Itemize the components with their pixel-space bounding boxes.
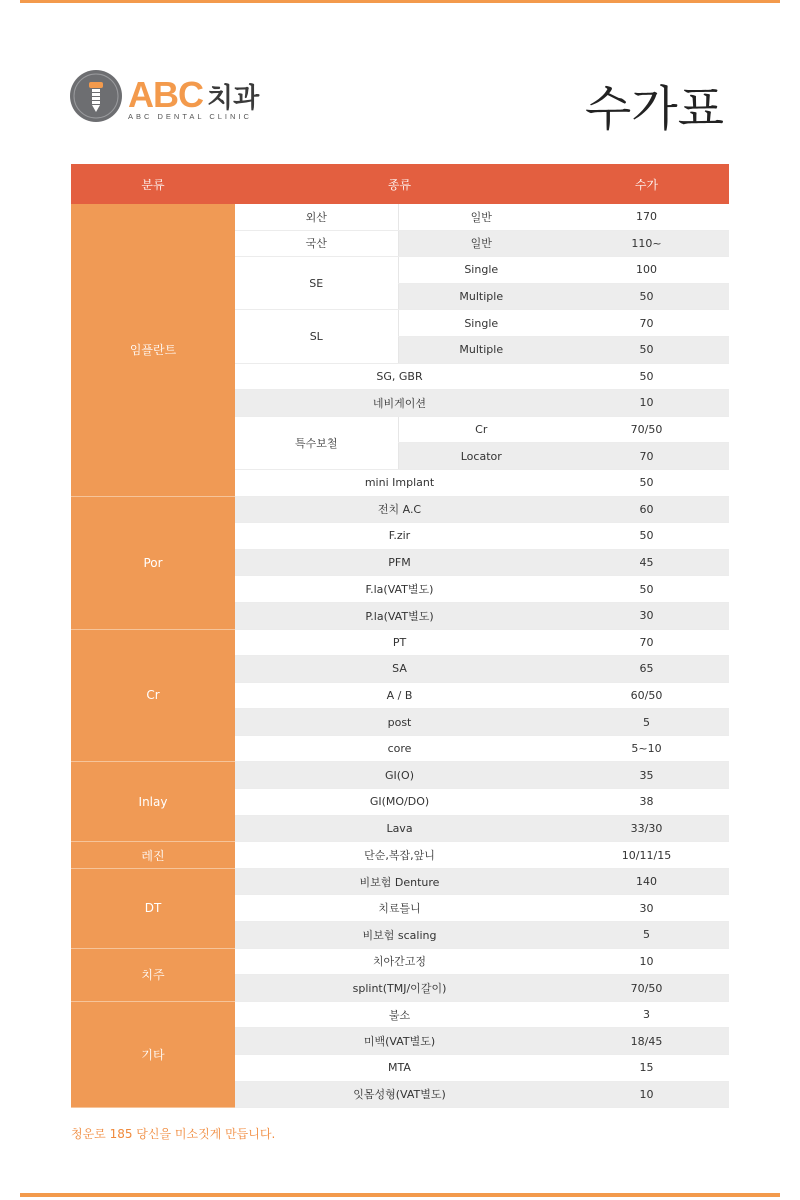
price-cell: 5 — [564, 922, 729, 949]
header-type: 종류 — [235, 164, 564, 204]
type-cell: mini Implant — [235, 469, 564, 496]
price-cell: 50 — [564, 283, 729, 310]
price-cell: 3 — [564, 1001, 729, 1028]
price-cell: 5~10 — [564, 735, 729, 762]
category-implant: 임플란트 — [71, 204, 235, 496]
price-cell: 15 — [564, 1055, 729, 1082]
type-cell: A / B — [235, 682, 564, 709]
type-cell: SL — [235, 310, 398, 363]
price-cell: 50 — [564, 363, 729, 390]
type-cell: post — [235, 709, 564, 736]
subtype-cell: 일반 — [398, 230, 564, 257]
price-cell: 60 — [564, 496, 729, 523]
subtype-cell: Single — [398, 310, 564, 337]
price-cell: 65 — [564, 656, 729, 683]
type-cell: F.zir — [235, 523, 564, 550]
logo-abc-text: ABC — [128, 74, 203, 115]
type-cell: Lava — [235, 815, 564, 842]
clinic-logo — [70, 70, 330, 130]
price-cell: 70 — [564, 310, 729, 337]
header-price: 수가 — [564, 164, 729, 204]
footer-note: 청운로 185 당신을 미소짓게 만듭니다. — [71, 1127, 276, 1141]
subtype-cell: Locator — [398, 443, 564, 470]
table-row — [71, 629, 729, 656]
category-por: Por — [71, 496, 235, 629]
type-cell: 잇몸성형(VAT별도) — [235, 1081, 564, 1108]
type-cell: 비보험 Denture — [235, 868, 564, 895]
price-cell: 50 — [564, 576, 729, 603]
category-resin: 레진 — [71, 842, 235, 869]
subtype-cell: Multiple — [398, 283, 564, 310]
type-cell: SE — [235, 257, 398, 310]
price-cell: 70 — [564, 443, 729, 470]
type-cell: 비보험 scaling — [235, 922, 564, 949]
price-cell: 50 — [564, 336, 729, 363]
category-etc: 기타 — [71, 1001, 235, 1107]
table-row — [71, 948, 729, 975]
price-cell: 10 — [564, 390, 729, 417]
table-header-row — [71, 164, 729, 204]
type-cell: 국산 — [235, 230, 398, 257]
price-cell: 70 — [564, 629, 729, 656]
table-row — [71, 1001, 729, 1028]
type-cell: P.la(VAT별도) — [235, 602, 564, 629]
price-cell: 35 — [564, 762, 729, 789]
type-cell: 단순,복잡,앞니 — [235, 842, 564, 869]
type-cell: splint(TMJ/이갈이) — [235, 975, 564, 1002]
type-cell: 불소 — [235, 1001, 564, 1028]
subtype-cell: Cr — [398, 416, 564, 443]
price-cell: 38 — [564, 789, 729, 816]
table-row — [71, 496, 729, 523]
page-title: 수가표 — [584, 81, 724, 137]
type-cell: PFM — [235, 549, 564, 576]
price-cell: 10/11/15 — [564, 842, 729, 869]
price-cell: 140 — [564, 868, 729, 895]
price-table — [71, 164, 729, 1108]
price-cell: 110~ — [564, 230, 729, 257]
price-cell: 33/30 — [564, 815, 729, 842]
table-row — [71, 204, 729, 230]
type-cell: 특수보철 — [235, 416, 398, 469]
price-cell: 30 — [564, 602, 729, 629]
price-cell: 100 — [564, 257, 729, 284]
type-cell: 치아간고정 — [235, 948, 564, 975]
type-cell: GI(MO/DO) — [235, 789, 564, 816]
price-cell: 10 — [564, 1081, 729, 1108]
logo-subtitle: ABC DENTAL CLINIC — [128, 112, 252, 121]
category-inlay: Inlay — [71, 762, 235, 842]
subtype-cell: Single — [398, 257, 564, 284]
price-cell: 50 — [564, 469, 729, 496]
subtype-cell: 일반 — [398, 204, 564, 230]
subtype-cell: Multiple — [398, 336, 564, 363]
top-accent-bar — [20, 0, 780, 3]
category-cr: Cr — [71, 629, 235, 762]
price-cell: 70/50 — [564, 975, 729, 1002]
price-cell: 70/50 — [564, 416, 729, 443]
type-cell: PT — [235, 629, 564, 656]
logo-korean-text: 치과 — [207, 83, 260, 114]
type-cell: 외산 — [235, 204, 398, 230]
price-cell: 5 — [564, 709, 729, 736]
header-category: 분류 — [71, 164, 235, 204]
type-cell: GI(O) — [235, 762, 564, 789]
price-cell: 30 — [564, 895, 729, 922]
bottom-accent-bar — [20, 1193, 780, 1197]
type-cell: core — [235, 735, 564, 762]
price-cell: 10 — [564, 948, 729, 975]
price-cell: 50 — [564, 523, 729, 550]
type-cell: MTA — [235, 1055, 564, 1082]
type-cell: SA — [235, 656, 564, 683]
price-cell: 18/45 — [564, 1028, 729, 1055]
category-dt: DT — [71, 868, 235, 948]
price-cell: 170 — [564, 204, 729, 230]
table-row — [71, 868, 729, 895]
price-cell: 45 — [564, 549, 729, 576]
type-cell: 치료틀니 — [235, 895, 564, 922]
type-cell: 네비게이션 — [235, 390, 564, 417]
implant-emblem-icon — [70, 70, 122, 122]
type-cell: 전치 A.C — [235, 496, 564, 523]
table-row — [71, 762, 729, 789]
type-cell: 미백(VAT별도) — [235, 1028, 564, 1055]
type-cell: SG, GBR — [235, 363, 564, 390]
logo-wordmark — [128, 74, 259, 116]
price-cell: 60/50 — [564, 682, 729, 709]
table-row — [71, 842, 729, 869]
type-cell: F.la(VAT별도) — [235, 576, 564, 603]
category-perio: 치주 — [71, 948, 235, 1001]
